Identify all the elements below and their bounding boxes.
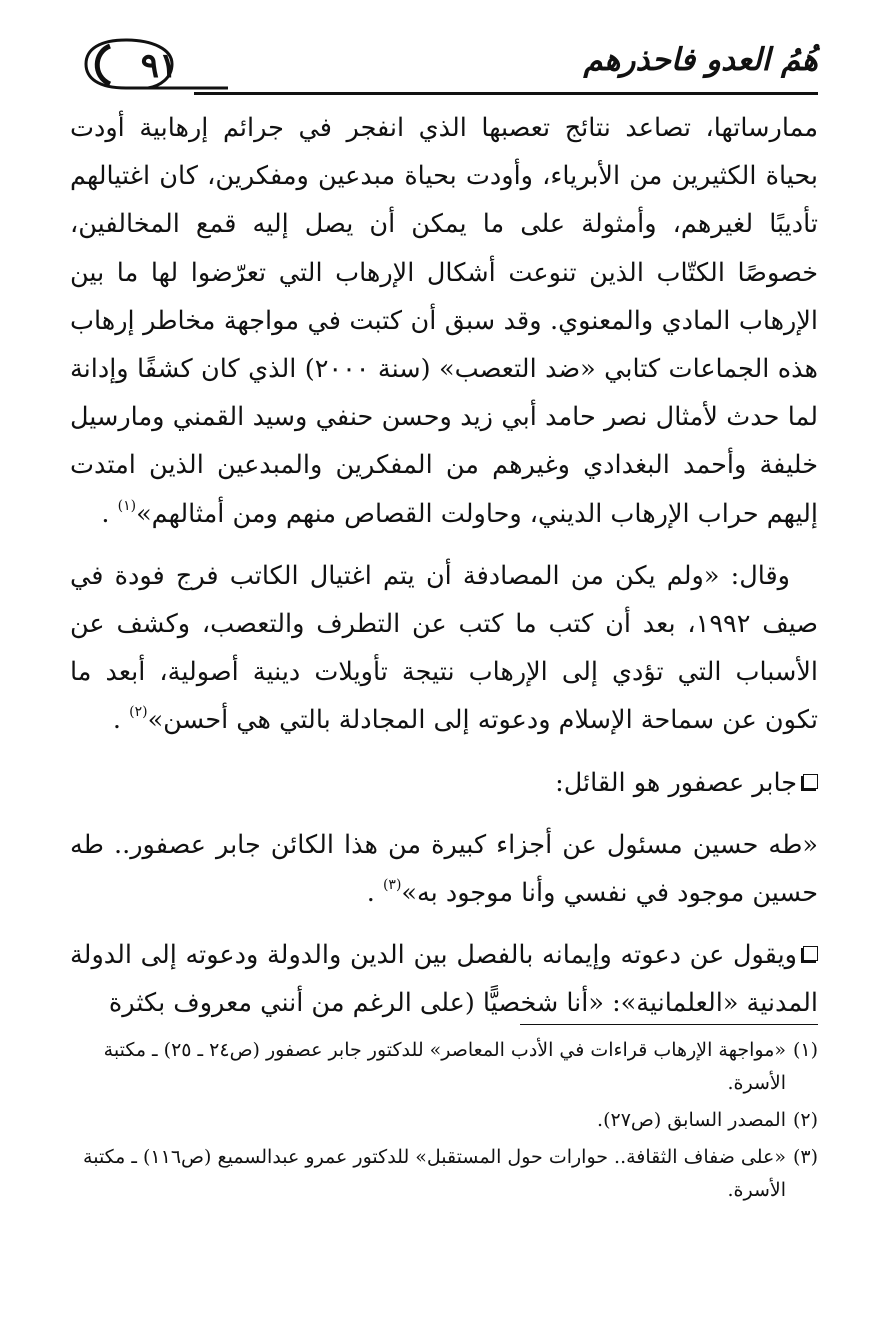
paragraph (70, 552, 818, 745)
paragraph (70, 104, 818, 538)
paragraph-text: ممارساتها، تصاعد نتائج تعصبها الذي انفجر في جرائم إرهابية أودت بحياة الكثيرين من الأبرياء، وأودت بحياة مبدعين ومفكرين، كان اغتيالهم تأديبًا لغيرهم، وأمثولة على ما يمكن أن يصل إليه قمع المخالفين، خصوصًا الكتّاب الذين تنوعت أشكال الإرهاب التي تعرّضوا لها ما بين الإرهاب المادي والمعنوي. وقد سبق أن كتبت في مواجهة مخاطر إرهاب هذه الجماعات كتابي «ضد التعصب» (سنة ٢٠٠٠) الذي كان كشفًا وإدانة لما حدث لأمثال نصر حامد أبي زيد وحسن حنفي وسيد القمني ومارسيل خليفة وأحمد البغدادي وغيرهم من المفكرين والمبدعين الذين امتدت إليهم حراب الإرهاب الديني، وحاولت القصاص منهم ومن أمثالهم» (70, 113, 819, 529)
paragraph-tail: . (366, 878, 383, 909)
footnote-separator (520, 1024, 818, 1025)
footnotes (74, 1034, 818, 1211)
footnote-text: المصدر السابق (ص٢٧). (597, 1109, 786, 1131)
footnote-ref: (١) (117, 497, 137, 514)
page-number: ٩١ (140, 46, 178, 86)
footnote-item (74, 1034, 818, 1100)
square-bullet-icon (803, 774, 818, 789)
paragraph (70, 931, 818, 1027)
body-text (70, 104, 818, 1028)
paragraph-text: جابر عصفور هو القائل: (555, 767, 797, 798)
footnote-text: «مواجهة الإرهاب قراءات في الأدب المعاصر» للدكتور جابر عصفور (ص٢٤ ـ ٢٥) ـ مكتبة الأسرة. (103, 1039, 786, 1094)
running-title: هُمُ العدو فاحذرهم (583, 42, 818, 78)
footnote-mark: (١) (792, 1039, 818, 1061)
footnote-text: «على ضفاف الثقافة.. حوارات حول المستقبل» للدكتور عمرو عبدالسميع (ص١١٦) ـ مكتبة الأسرة. (83, 1146, 786, 1201)
paragraph-text: ويقول عن دعوته وإيمانه بالفصل بين الدين والدولة ودعوته إلى الدولة المدنية «العلمانية»: «أنا شخصيًّا (على الرغم من أنني معروف بكثرة (70, 940, 818, 1019)
paragraph-tail: . (112, 705, 130, 736)
footnote-ref: (٢) (129, 704, 148, 721)
footnote-mark: (٢) (792, 1109, 818, 1131)
paragraph-tail: . (101, 498, 118, 529)
square-bullet-icon (803, 946, 818, 961)
footnote-ref: (٣) (382, 877, 402, 894)
paragraph-text: «طه حسين مسئول عن أجزاء كبيرة من هذا الكائن جابر عصفور.. طه حسين موجود في نفسي وأنا موجود به» (70, 829, 818, 909)
footnote-item (74, 1141, 818, 1207)
paragraph-text: وقال: «ولم يكن من المصادفة أن يتم اغتيال الكاتب فرج فودة في صيف ١٩٩٢، بعد أن كتب ما كتب عن التطرف والتعصب، وكشف عن الأسباب التي تؤدي إلى الإرهاب نتيجة تأويلات دينية أصولية، أبعد ما تكون عن سماحة الإسلام ودعوته إلى المجادلة بالتي هي أحسن» (70, 560, 818, 736)
page-number-badge (80, 36, 230, 92)
header-rule (194, 92, 818, 95)
paragraph (70, 759, 818, 807)
footnote-item (74, 1104, 818, 1137)
footnote-mark: (٣) (792, 1146, 818, 1168)
page-header (74, 24, 818, 96)
quote-paragraph (70, 821, 818, 917)
